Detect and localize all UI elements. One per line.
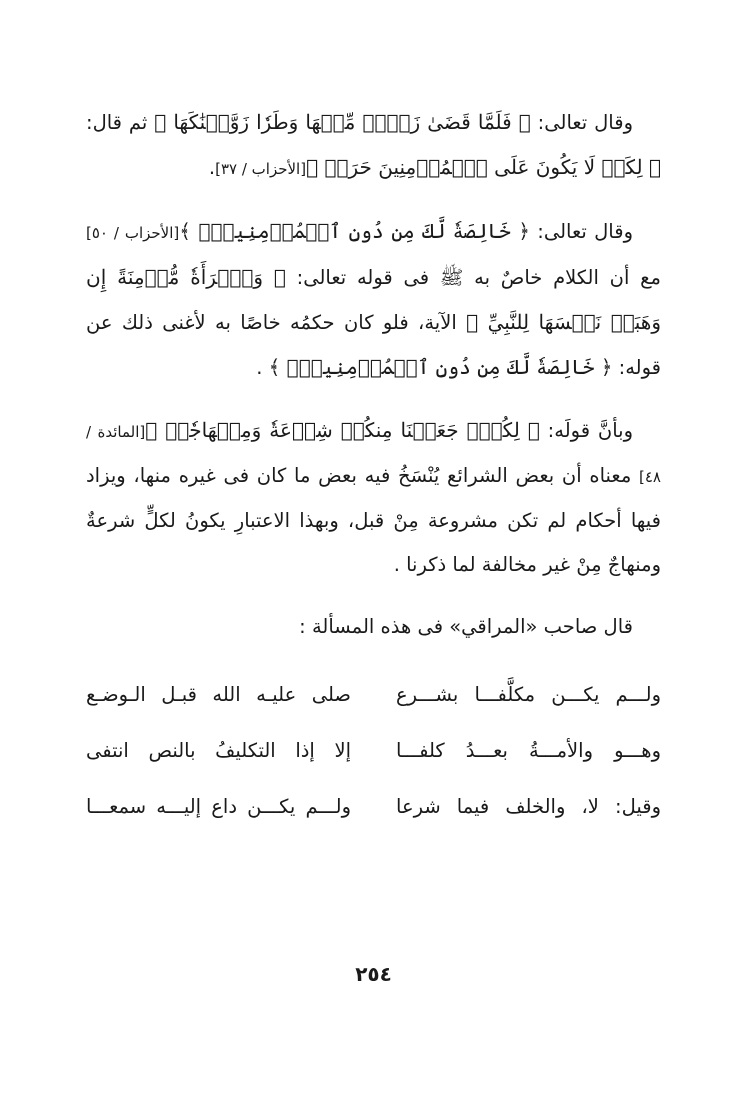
- quran-quote: ﴿ وَٱمۡرَأَةٗ مُّؤۡمِنَةً إِن وَهَبَتۡ نَفۡسَهَا لِلنَّبِيِّ ﴾: [86, 265, 661, 334]
- text: .: [256, 356, 269, 379]
- quran-quote: ﴿ خَالِصَةٗ لَّكَ مِن دُونِ ٱلۡمُؤۡمِنِينَۗ ﴾: [268, 355, 613, 379]
- verse-second-hemistich: إلا إذا التكليفُ بالنص انتفى: [86, 739, 351, 762]
- verse-reference: [المائدة / ٤٨]: [86, 423, 661, 486]
- paragraph-4: [86, 605, 661, 649]
- text: ثم قال:: [86, 111, 155, 134]
- quran-quote: ﴿ لِكَيۡ لَا يَكُونَ عَلَى ٱلۡمُؤۡمِنِينَ حَرَجٞ ﴾: [306, 155, 661, 179]
- verse-second-hemistich: ولـــم يكـــن داع إليـــه سمعـــا: [86, 795, 351, 818]
- page-number: ٢٥٤: [355, 962, 392, 986]
- text: وقال تعالى:: [530, 111, 633, 134]
- paragraph-1: [86, 100, 661, 191]
- text: قال صاحب «المراقي» فى هذه المسألة :: [299, 615, 633, 638]
- verse-first-hemistich: ولـــم يكـــن مكلَّفـــا بشـــرع: [396, 683, 661, 706]
- quran-quote: ﴿ خَالِصَةٗ لَّكَ مِن دُونِ ٱلۡمُؤۡمِنِينَۗ ﴾: [179, 219, 530, 243]
- quran-quote: ﴿ لِكُلّٖ جَعَلۡنَا مِنكُمۡ شِرۡعَةٗ وَمِنۡهَاجٗاۚ ﴾: [145, 418, 540, 442]
- text: الآية، فلو كان حكمُه خاصًا به لأغنى ذلك عن قوله:: [86, 311, 661, 379]
- poem-verse: [86, 667, 661, 723]
- verse-reference: [الأحزاب / ٣٧]: [215, 160, 307, 178]
- paragraph-3: [86, 408, 661, 587]
- verse-first-hemistich: وقيل: لا، والخلف فيما شرعا: [396, 795, 661, 818]
- paragraph-2: [86, 209, 661, 390]
- text: وقال تعالى:: [529, 220, 633, 243]
- text: وبأنَّ قولَه:: [539, 419, 633, 442]
- text: مع أن الكلام خاصٌ به ﷺ فى قوله تعالى:: [285, 266, 661, 289]
- verse-second-hemistich: صلى عليـه الله قبـل الـوضـع: [86, 683, 351, 706]
- poem: [86, 667, 661, 835]
- verse-first-hemistich: وهـــو والأمـــةُ بعـــدُ كلفـــا: [396, 739, 661, 762]
- poem-verse: [86, 779, 661, 835]
- verse-reference: [الأحزاب / ٥٠]: [86, 224, 180, 242]
- page-body: [86, 100, 661, 835]
- poem-verse: [86, 723, 661, 779]
- text: .: [208, 156, 216, 179]
- quran-quote: ﴿ فَلَمَّا قَضَىٰ زَيۡدٞ مِّنۡهَا وَطَرٗا زَوَّجۡنَٰكَهَا ﴾: [154, 110, 531, 134]
- text: معناه أن بعض الشرائع يُنْسَخُ فيه بعض ما كان فى غيره منها، ويزاد فيها أحكام لم تكن مشروعة مِنْ قبل، وبهذا الاعتبارِ يكونُ لكلٍّ شرعةٌ ومنهاجٌ مِنْ غير مخالفة لما ذكرنا .: [86, 464, 661, 576]
